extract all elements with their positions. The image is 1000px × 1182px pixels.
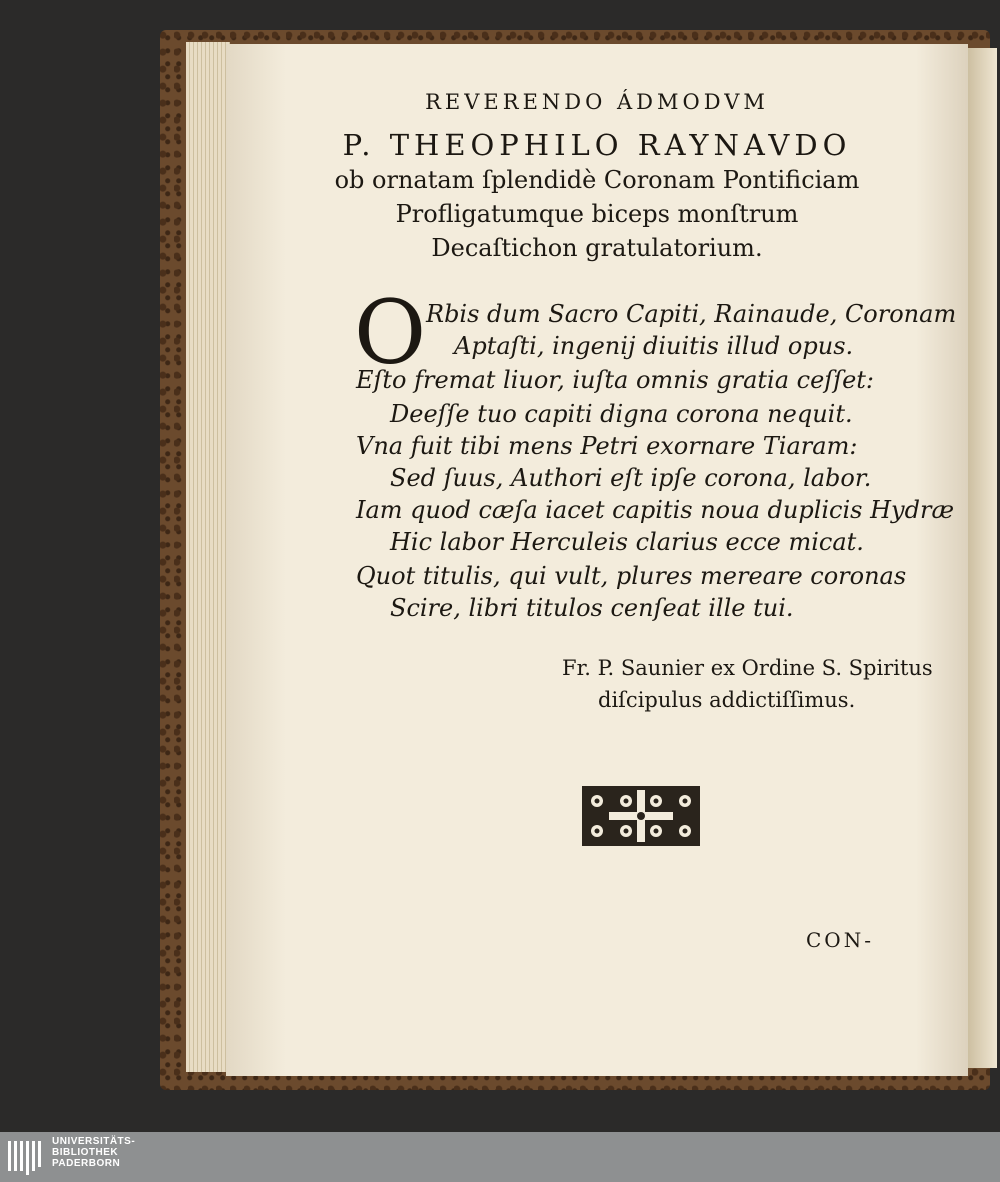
book-page bbox=[226, 44, 968, 1076]
signature-line-2: diſcipulus addictiſſimus. bbox=[598, 688, 856, 712]
dedication-name: P. THEOPHILO RAYNAVDO bbox=[342, 128, 852, 162]
verse-line: Vna fuit tibi mens Petri exornare Tiaram: bbox=[356, 432, 858, 460]
verse-line: Hic labor Herculeis clarius ecce micat. bbox=[390, 528, 864, 556]
dedication-line-1: REVERENDO ÁDMODVM bbox=[425, 90, 769, 114]
catchword: CON- bbox=[806, 928, 874, 952]
printers-ornament bbox=[582, 786, 700, 846]
footer-library-line-2: BIBLIOTHEK bbox=[52, 1147, 119, 1158]
verse-line: Iam quod cæſa iacet capitis noua duplicis Hydræ bbox=[356, 496, 954, 524]
drop-capital: O bbox=[354, 281, 427, 384]
verse-line: Aptaſti, ingenij diuitis illud opus. bbox=[454, 332, 854, 360]
signature-line-1: Fr. P. Saunier ex Ordine S. Spiritus bbox=[562, 656, 933, 680]
footer-library-line-3: PADERBORN bbox=[52, 1158, 121, 1169]
verse-line: Quot titulis, qui vult, plures mereare coronas bbox=[356, 562, 907, 590]
dedication-line-4: Profligatumque biceps monſtrum bbox=[395, 200, 799, 228]
page-edges bbox=[186, 42, 230, 1072]
footer-library-line-1: UNIVERSITÄTS- bbox=[52, 1136, 136, 1147]
facing-page-edge bbox=[965, 48, 997, 1068]
library-logo-icon bbox=[6, 1137, 46, 1177]
verse-line: Scire, libri titulos cenſeat ille tui. bbox=[390, 594, 794, 622]
dedication-line-5: Decaſtichon gratulatorium. bbox=[431, 234, 763, 262]
verse-line: Eſto fremat liuor, iuſta omnis gratia ceſſet: bbox=[356, 366, 875, 394]
footer-bar bbox=[0, 1132, 1000, 1182]
verse-line: Rbis dum Sacro Capiti, Rainaude, Coronam bbox=[426, 300, 957, 328]
dedication-line-3: ob ornatam ſplendidè Coronam Pontificiam bbox=[334, 166, 860, 194]
verse-line: Deeſſe tuo capiti digna corona nequit. bbox=[390, 400, 853, 428]
verse-line: Sed ſuus, Authori eſt ipſe corona, labor. bbox=[390, 464, 872, 492]
